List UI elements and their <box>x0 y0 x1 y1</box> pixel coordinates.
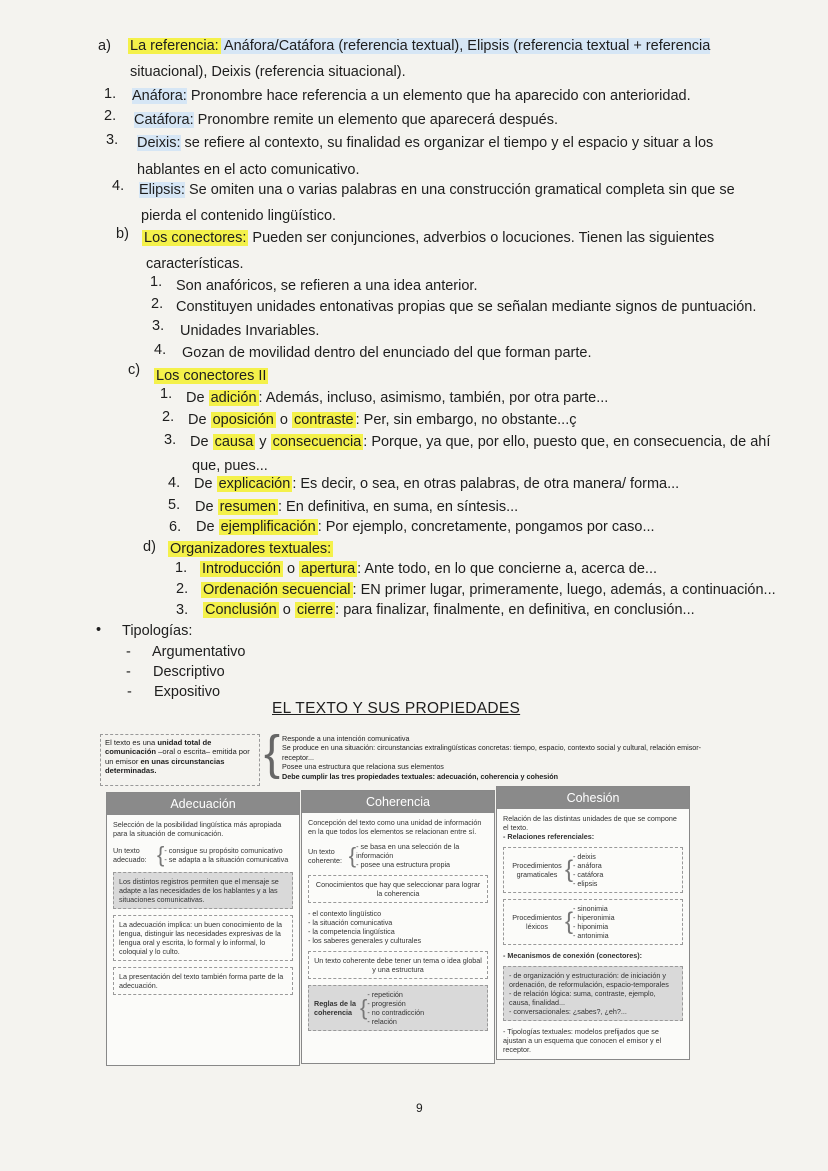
line-b4: Gozan de movilidad dentro del enunciado del que forman parte. <box>182 345 592 361</box>
list-item: - de organización y estructuración: de iniciación y ordenación, de reformulación, espacio-temporales <box>509 971 669 989</box>
term: ejemplificación <box>220 519 316 535</box>
list-item: - deixis <box>573 852 596 861</box>
num: 6. <box>169 519 182 535</box>
page-number: 9 <box>416 1101 423 1115</box>
text: unidad total de comunicación <box>105 738 212 757</box>
line-c2 <box>188 410 576 430</box>
line-c6 <box>196 517 655 537</box>
bullet: • <box>96 622 102 638</box>
text: De <box>190 434 213 450</box>
line-3-cont: hablantes en el acto comunicativo. <box>137 162 360 178</box>
term: apertura <box>301 561 356 577</box>
label: Procedimientos gramaticales <box>512 861 562 879</box>
text: o <box>283 561 300 577</box>
text: : Porque, ya que, por ello, puesto que, en consecuencia, de ahí <box>363 434 771 450</box>
text: Se omiten una o varias palabras en una construcción gramatical completa sin que se <box>184 182 735 198</box>
text: : Además, incluso, asimismo, también, por otra parte... <box>258 390 609 406</box>
line-a <box>128 36 710 56</box>
heading-conectores: Los conectores: <box>144 230 247 246</box>
definition: Selección de la posibilidad lingüística más apropiada para la situación de comunicación. <box>113 820 282 838</box>
label: Un texto coherente: <box>308 846 342 865</box>
line-4-cont: pierda el contenido lingüístico. <box>141 208 337 224</box>
list-item: - sinonimia <box>573 904 608 913</box>
text: De <box>196 519 219 535</box>
text: se refiere al contexto, su finalidad es organizar el tiempo y el espacio y situar a los <box>180 135 714 151</box>
list-item: - relación <box>367 1017 397 1026</box>
num: 3. <box>176 602 189 618</box>
brace-icon: { <box>565 856 574 883</box>
text: De <box>195 499 218 515</box>
column-heading: Coherencia <box>302 791 494 813</box>
column-adecuacion <box>106 792 300 1066</box>
heading-referencia: La referencia: <box>130 38 219 54</box>
term: consecuencia <box>272 434 362 450</box>
num: 1. <box>104 86 117 102</box>
tipologia-1: Argumentativo <box>152 644 246 660</box>
list-item: - conversacionales: ¿sabes?, ¿eh?... <box>509 1007 627 1016</box>
note-box: Conocimientos que hay que seleccionar para lograr la coherencia <box>308 875 488 903</box>
list-item: - anáfora <box>573 861 602 870</box>
item-label-d: d) <box>143 539 156 555</box>
term: explicación <box>218 476 291 492</box>
list-item: - el contexto lingüístico <box>308 909 382 918</box>
text: : para finalizar, finalmente, en definitiva, en conclusión... <box>335 602 695 618</box>
definition: Relación de las distintas unidades de que se compone el texto. <box>503 814 677 832</box>
text: : Per, sin embargo, no obstante...ç <box>355 412 577 428</box>
tipologias-note: - Tipologías textuales: modelos prefijados que se ajustan a un esquema que conocen el emisor y el receptor. <box>503 1027 662 1054</box>
properties-list <box>282 734 712 781</box>
dash: - <box>127 684 132 700</box>
list-item: - elipsis <box>573 879 598 888</box>
column-heading: Adecuación <box>107 793 299 815</box>
list-item: - repetición <box>367 990 403 999</box>
label: Procedimientos léxicos <box>512 913 562 931</box>
num: 4. <box>112 178 125 194</box>
note-box: La adecuación implica: un buen conocimiento de la lengua, distinguir las necesidades expresivas de la lengua oral y escrita, lo formal y lo informal, lo coloquial y lo culto. <box>113 915 293 961</box>
brace-icon: { <box>157 842 165 867</box>
term: Ordenación secuencial <box>203 582 351 598</box>
text: De <box>194 476 217 492</box>
item-label-c: c) <box>128 362 141 378</box>
num: 3. <box>164 432 177 448</box>
term: resumen <box>219 499 276 515</box>
text: y <box>255 434 271 450</box>
text: o <box>275 412 292 428</box>
infographic-title: EL TEXTO Y SUS PROPIEDADES <box>272 700 521 717</box>
line-d3 <box>203 600 695 620</box>
line-b1: Son anafóricos, se refieren a una idea anterior. <box>176 278 478 294</box>
line-c <box>154 366 268 386</box>
num: 2. <box>104 108 117 124</box>
tipologia-3: Expositivo <box>154 684 221 700</box>
line-a-cont: situacional), Deixis (referencia situacional). <box>130 64 406 80</box>
line-c5 <box>195 497 518 517</box>
subheading: - Mecanismos de conexión (conectores): <box>503 951 642 960</box>
line-2 <box>134 110 558 130</box>
property: Debe cumplir las tres propiedades textuales: adecuación, coherencia y cohesión <box>282 771 559 781</box>
brace-icon: { <box>348 842 357 868</box>
procedures-box <box>503 899 683 945</box>
list-item: - hiponimia <box>573 922 609 931</box>
property: Posee una estructura que relaciona sus elementos <box>282 762 444 772</box>
list-item: - se adapta a la situación comunicativa <box>164 855 289 864</box>
definition: Concepción del texto como una unidad de información en la que todos los elementos se relacionan entre sí. <box>308 818 482 836</box>
term: oposición <box>212 412 274 428</box>
term: Elipsis: <box>139 182 185 198</box>
line-c4 <box>194 474 679 494</box>
num: 3. <box>106 132 119 148</box>
term: Catáfora: <box>134 112 194 128</box>
term: contraste <box>293 412 354 428</box>
text: El texto es una <box>105 738 158 747</box>
column-coherencia <box>301 790 495 1064</box>
line-c1 <box>186 388 608 408</box>
dash: - <box>126 664 131 680</box>
brace-icon: { <box>565 908 574 935</box>
rules-box <box>308 985 488 1031</box>
line-b3: Unidades Invariables. <box>180 323 320 339</box>
list-item: - hiperonimia <box>573 913 615 922</box>
num: 5. <box>168 497 181 513</box>
intro-box <box>100 734 260 786</box>
term: Deixis: <box>137 135 181 151</box>
text: De <box>186 390 209 406</box>
procedures-box <box>503 847 683 893</box>
term: cierre <box>296 602 334 618</box>
num: 2. <box>162 409 175 425</box>
text: –oral o escrita– emitida por un emisor <box>105 747 250 766</box>
label: Reglas de la coherencia <box>314 999 356 1017</box>
line-d2 <box>201 580 776 600</box>
text: en unas circunstancias determinadas. <box>105 756 225 776</box>
line-b2: Constituyen unidades entonativas propias que se señalan mediante signos de puntuación. <box>176 299 757 315</box>
list-item: - de relación lógica: suma, contraste, ejemplo, causa, finalidad... <box>509 989 656 1007</box>
num: 1. <box>150 274 163 290</box>
list-item: - antonimia <box>573 931 609 940</box>
term: Anáfora: <box>132 88 187 104</box>
term: causa <box>214 434 254 450</box>
text: : EN primer lugar, primeramente, luego, además, a continuación... <box>352 582 776 598</box>
line-c3 <box>190 432 770 452</box>
num: 2. <box>176 581 189 597</box>
line-3 <box>137 133 713 153</box>
text: o <box>278 602 295 618</box>
line-d1 <box>200 559 657 579</box>
list-item: - catáfora <box>573 870 604 879</box>
line-d <box>168 539 333 559</box>
tipologias-heading: Tipologías: <box>122 623 193 639</box>
list-item: - consigue su propósito comunicativo <box>164 846 283 855</box>
note-box: Un texto coherente debe tener un tema o idea global y una estructura <box>308 951 488 979</box>
heading-organizadores: Organizadores textuales: <box>170 541 332 557</box>
line-1 <box>132 86 691 106</box>
list-item: - no contradicción <box>367 1008 425 1017</box>
text: Pronombre remite un elemento que aparecerá después. <box>193 112 558 128</box>
list-item: - se basa en una selección de la información <box>356 842 460 860</box>
tipologia-2: Descriptivo <box>153 664 225 680</box>
list-item: - la competencia lingüística <box>308 927 395 936</box>
list-item: - los saberes generales y culturales <box>308 936 422 945</box>
note-box: Los distintos registros permiten que el mensaje se adapte a las necesidades de los hablantes y a las situaciones comunicativas. <box>113 872 293 909</box>
item-label-b: b) <box>116 226 129 242</box>
text: : En definitiva, en suma, en síntesis... <box>278 499 519 515</box>
num: 1. <box>175 560 188 576</box>
num: 4. <box>168 475 181 491</box>
brace-icon: { <box>360 995 368 1020</box>
num: 3. <box>152 318 165 334</box>
line-4 <box>139 180 735 200</box>
property: Se produce en una situación: circunstancias extralingüísticas concretas: tiempo, espacio, contexto social y cultural, relación emisor-receptor... <box>282 743 702 762</box>
dash: - <box>126 644 131 660</box>
connectors-box <box>503 966 683 1021</box>
text: : Por ejemplo, concretamente, pongamos por caso... <box>317 519 655 535</box>
list-item: - la situación comunicativa <box>308 918 393 927</box>
label: Un texto adecuado: <box>113 846 147 864</box>
line-c3-cont: que, pues... <box>192 458 268 474</box>
subheading: - Relaciones referenciales: <box>503 832 595 841</box>
text: : Es decir, o sea, en otras palabras, de otra manera/ forma... <box>292 476 680 492</box>
item-label-a: a) <box>98 38 111 54</box>
column-cohesion <box>496 786 690 1060</box>
num: 1. <box>160 386 173 402</box>
note-box: La presentación del texto también forma parte de la adecuación. <box>113 967 293 995</box>
num: 2. <box>151 296 164 312</box>
text: Pronombre hace referencia a un elemento que ha aparecido con anterioridad. <box>186 88 691 104</box>
num: 4. <box>154 342 167 358</box>
brace-icon: { <box>264 727 281 780</box>
heading-conectores-ii: Los conectores II <box>156 368 267 384</box>
term: Conclusión <box>205 602 277 618</box>
column-heading: Cohesión <box>497 787 689 809</box>
line-b <box>142 228 714 248</box>
list-item: - posee una estructura propia <box>356 860 451 869</box>
term: adición <box>210 390 257 406</box>
text: : Ante todo, en lo que concierne a, acerca de... <box>357 561 658 577</box>
term: Introducción <box>202 561 281 577</box>
list-item: - progresión <box>367 999 406 1008</box>
text: De <box>188 412 211 428</box>
line-b-cont: características. <box>146 256 244 272</box>
text: Pueden ser conjunciones, adverbios o locuciones. Tienen las siguientes <box>248 230 715 246</box>
property: Responde a una intención comunicativa <box>282 734 410 743</box>
text: Anáfora/Catáfora (referencia textual), Elipsis (referencia textual + referencia <box>220 38 711 54</box>
